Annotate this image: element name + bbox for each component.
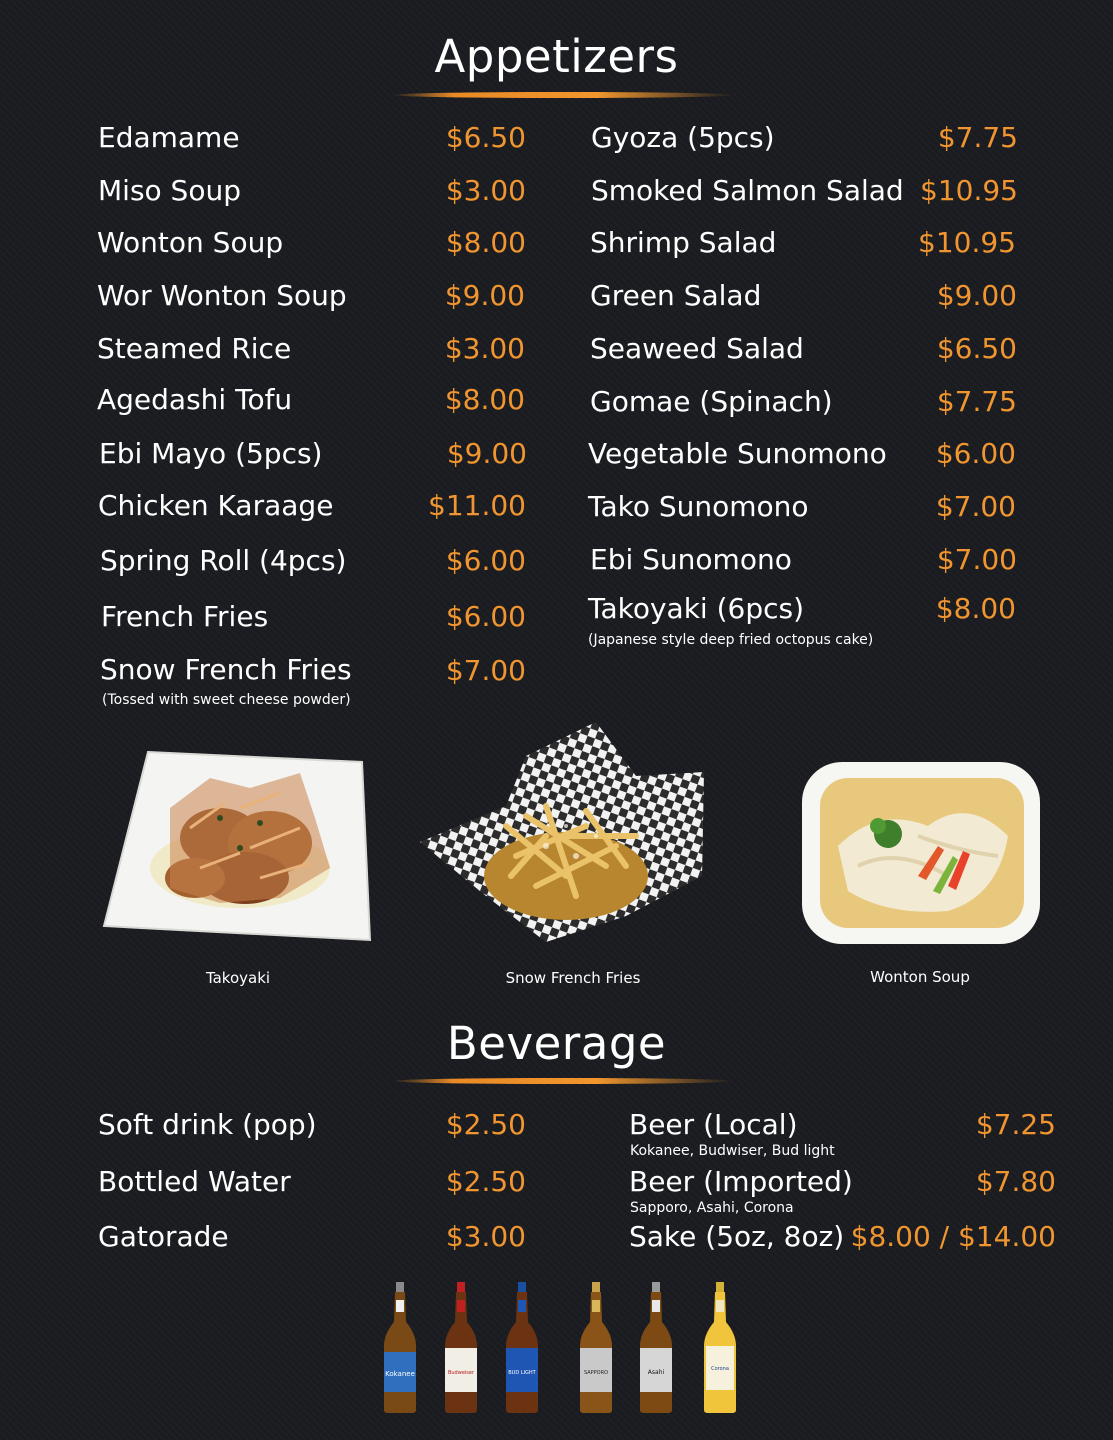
item-name: Agedashi Tofu [97, 383, 293, 416]
svg-text:Kokanee: Kokanee [385, 1370, 415, 1378]
item-note: (Japanese style deep fried octopus cake) [588, 632, 874, 648]
item-price: $7.25 [975, 1108, 1056, 1141]
item-price: $9.00 [446, 437, 527, 470]
item-name: French Fries [101, 600, 269, 633]
item-name: Tako Sunomono [588, 490, 809, 523]
beverage-title: Beverage [446, 1017, 667, 1070]
photo-caption: Snow French Fries [505, 969, 641, 987]
photo-wonton-soup [798, 756, 1044, 948]
photo-takoyaki [100, 748, 372, 944]
item-name: Soft drink (pop) [98, 1108, 317, 1141]
photo-caption: Wonton Soup [870, 968, 970, 986]
item-note: Kokanee, Budwiser, Bud light [630, 1143, 835, 1159]
item-name: Ebi Sunomono [590, 543, 792, 576]
item-price: $7.00 [445, 654, 526, 687]
svg-text:SAPPORO: SAPPORO [583, 1370, 609, 1376]
photo-caption: Takoyaki [205, 969, 271, 987]
item-price: $7.75 [936, 385, 1017, 418]
sapporo-bottle-icon [578, 1282, 614, 1414]
kokanee-bottle-icon [382, 1282, 418, 1414]
appetizers-underline [392, 92, 734, 98]
item-name: Chicken Karaage [98, 489, 334, 522]
item-name: Edamame [98, 121, 240, 154]
item-name: Spring Roll (4pcs) [100, 544, 347, 577]
item-price: $9.00 [444, 279, 525, 312]
item-price: $6.00 [935, 437, 1016, 470]
item-note: Sapporo, Asahi, Corona [630, 1200, 794, 1216]
item-name: Green Salad [590, 279, 762, 312]
svg-text:BUD LIGHT: BUD LIGHT [508, 1370, 536, 1376]
item-name: Seaweed Salad [590, 332, 804, 365]
item-price: $3.00 [445, 174, 526, 207]
item-price: $3.00 [444, 332, 525, 365]
item-name: Shrimp Salad [590, 226, 777, 259]
item-name: Snow French Fries [100, 653, 352, 686]
item-price: $10.95 [918, 226, 1016, 259]
item-name: Beer (Local) [629, 1108, 798, 1141]
item-price: $9.00 [936, 279, 1017, 312]
beverage-underline [392, 1078, 734, 1084]
item-name: Gatorade [98, 1220, 229, 1253]
item-price: $7.75 [937, 121, 1018, 154]
item-price: $7.80 [975, 1165, 1056, 1198]
item-price: $6.50 [445, 121, 526, 154]
photo-snow-french-fries [416, 716, 708, 948]
asahi-bottle-icon [638, 1282, 674, 1414]
svg-text:Corona: Corona [711, 1366, 729, 1372]
item-name: Beer (Imported) [629, 1165, 853, 1198]
item-price: $10.95 [920, 174, 1018, 207]
item-price: $8.00 [445, 226, 526, 259]
item-price: $2.50 [445, 1108, 526, 1141]
item-price: $8.00 [935, 592, 1016, 625]
svg-text:Asahi: Asahi [647, 1369, 665, 1376]
item-price: $2.50 [445, 1165, 526, 1198]
svg-text:Budweiser: Budweiser [447, 1370, 475, 1376]
item-name: Bottled Water [98, 1165, 291, 1198]
budweiser-bottle-icon [443, 1282, 479, 1414]
item-name: Steamed Rice [97, 332, 292, 365]
item-name: Sake (5oz, 8oz) [629, 1220, 845, 1253]
item-name: Ebi Mayo (5pcs) [99, 437, 323, 470]
item-price: $6.00 [445, 544, 526, 577]
item-name: Miso Soup [98, 174, 241, 207]
item-price: $7.00 [935, 490, 1016, 523]
item-name: Vegetable Sunomono [588, 437, 887, 470]
item-name: $7.00 [936, 543, 1017, 576]
item-name: Gyoza (5pcs) [591, 121, 775, 154]
item-price: $8.00 [444, 383, 525, 416]
item-name: Takoyaki (6pcs) [588, 592, 805, 625]
item-price: $3.00 [445, 1220, 526, 1253]
item-name: Wonton Soup [97, 226, 284, 259]
item-name: Gomae (Spinach) [590, 385, 833, 418]
item-note: (Tossed with sweet cheese powder) [102, 692, 351, 708]
appetizers-title: Appetizers [434, 30, 679, 83]
item-price: $11.00 [428, 489, 526, 522]
item-price: $8.00 / $14.00 [850, 1220, 1056, 1253]
item-name: Wor Wonton Soup [97, 279, 347, 312]
bud-light-bottle-icon [504, 1282, 540, 1414]
item-price: $6.00 [445, 600, 526, 633]
corona-bottle-icon [702, 1282, 738, 1414]
item-price: $6.50 [936, 332, 1017, 365]
item-name: Smoked Salmon Salad [591, 174, 904, 207]
